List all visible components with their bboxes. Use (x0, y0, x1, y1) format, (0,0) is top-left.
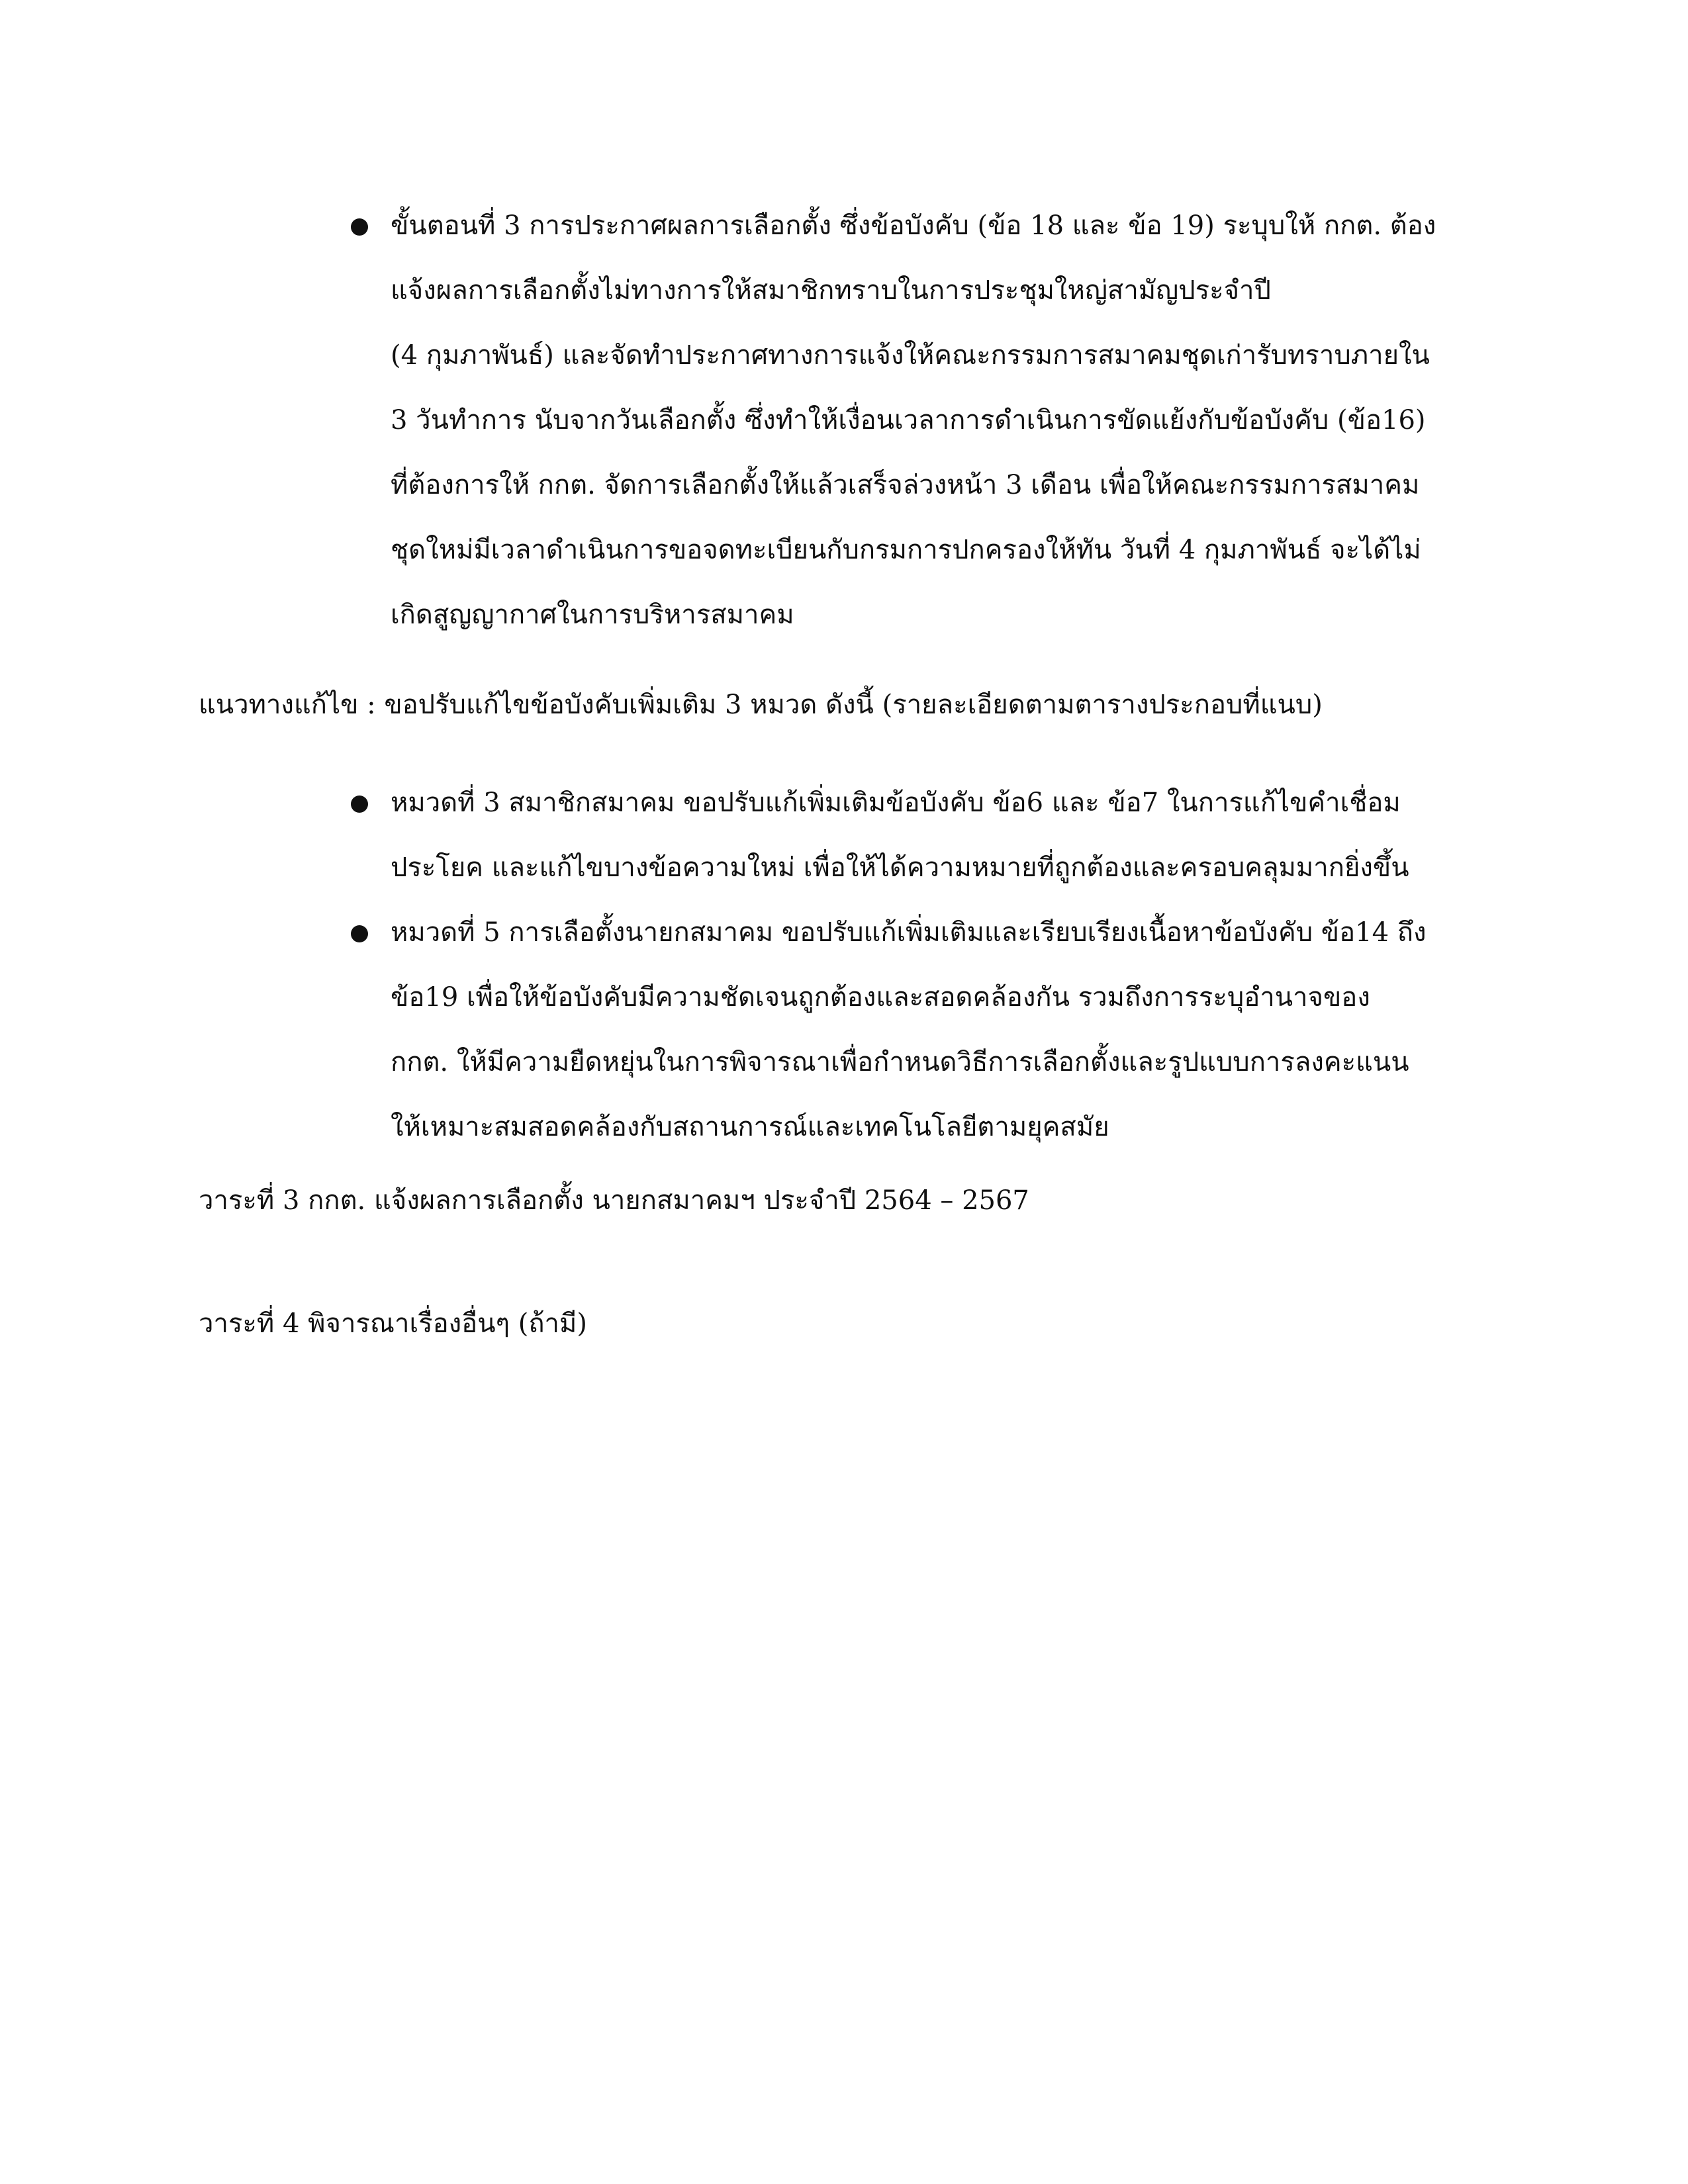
bullet-icon (351, 218, 368, 236)
text-line: 3 วันทำการ นับจากวันเลือกตั้ง ซึ่งทำให้เงื่อนเวลาการดำเนินการขัดแย้งกับข้อบังคับ (ข้อ16) (391, 405, 1426, 435)
bullet-list-step (391, 193, 1496, 647)
bullet-list-chapters (391, 770, 1496, 1160)
text-line: ให้เหมาะสมสอดคล้องกับสถานการณ์และเทคโนโลยีตามยุคสมัย (391, 1112, 1109, 1142)
bullet-item-step3 (391, 193, 1496, 647)
text-line: แจ้งผลการเลือกตั้งไม่ทางการให้สมาชิกทราบในการประชุมใหญ่สามัญประจำปี (391, 275, 1271, 306)
text-line: หมวดที่ 5 การเลือตั้งนายกสมาคม ขอปรับแก้เพิ่มเติมและเรียบเรียงเนื้อหาข้อบังคับ ข้อ14 ถึง (391, 917, 1427, 948)
text-line: ขั้นตอนที่ 3 การประกาศผลการเลือกตั้ง ซึ่งข้อบังคับ (ข้อ 18 และ ข้อ 19) ระบุบให้ กกต. ต้อง (391, 210, 1436, 241)
bullet-icon (351, 796, 368, 813)
text-line: วาระที่ 4 พิจารณาเรื่องอื่นๆ (ถ้ามี) (199, 1308, 587, 1339)
text-line: เกิดสูญญากาศในการบริหารสมาคม (391, 600, 794, 630)
text-line: ชุดใหม่มีเวลาดำเนินการขอจดทะเบียนกับกรมการปกครองให้ทัน วันที่ 4 กุมภาพันธ์ จะได้ไม่ (391, 535, 1421, 565)
bullet-icon (351, 925, 368, 942)
bullet-item-chapter3 (391, 770, 1496, 900)
agenda-item-4 (199, 1304, 1523, 1343)
text-line: กกต. ให้มีความยืดหยุ่นในการพิจารณาเพื่อกำหนดวิธีการเลือกตั้งและรูปแบบการลงคะแนน (391, 1047, 1409, 1077)
text-line: วาระที่ 3 กกต. แจ้งผลการเลือกตั้ง นายกสมาคมฯ ประจำปี 2564 – 2567 (199, 1185, 1029, 1216)
text-line: ที่ต้องการให้ กกต. จัดการเลือกตั้งให้แล้วเสร็จล่วงหน้า 3 เดือน เพื่อให้คณะกรรมการสมาคม (391, 470, 1420, 500)
bullet-item-chapter5 (391, 900, 1496, 1160)
solution-heading (199, 685, 1523, 725)
text-line: (4 กุมภาพันธ์) และจัดทำประกาศทางการแจ้งให้คณะกรรมการสมาคมชุดเก่ารับทราบภายใน (391, 340, 1430, 371)
agenda-item-3 (199, 1181, 1523, 1220)
text-line: ข้อ19 เพื่อให้ข้อบังคับมีความชัดเจนถูกต้องและสอดคล้องกัน รวมถึงการระบุอำนาจของ (391, 982, 1370, 1013)
text-line: แนวทางแก้ไข : ขอปรับแก้ไขข้อบังคับเพิ่มเติม 3 หมวด ดังนี้ (รายละเอียดตามตารางประกอบที่แนบ) (199, 690, 1323, 720)
text-line: หมวดที่ 3 สมาชิกสมาคม ขอปรับแก้เพิ่มเติมข้อบังคับ ข้อ6 และ ข้อ7 ในการแก้ไขคำเชื่อม (391, 788, 1401, 818)
text-line: ประโยค และแก้ไขบางข้อความใหม่ เพื่อให้ได้ความหมายที่ถูกต้องและครอบคลุมมากยิ่งขึ้น (391, 852, 1409, 883)
